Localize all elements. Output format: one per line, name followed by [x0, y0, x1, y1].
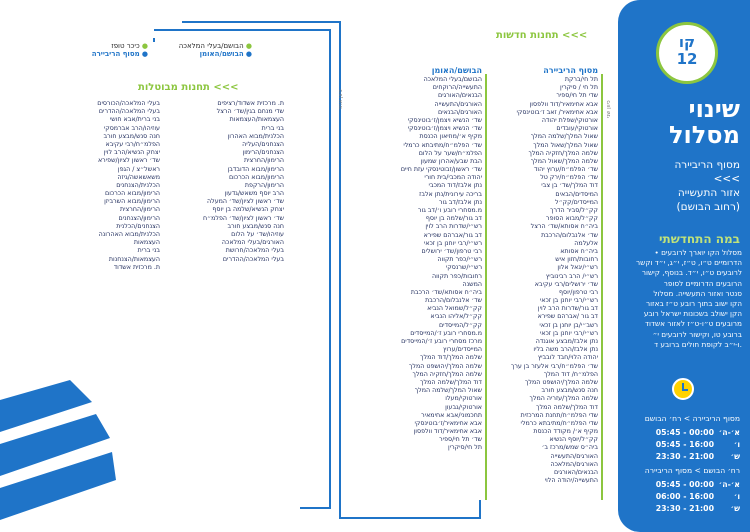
- station-item: מקיף א׳/מוזיאון הכנסת: [419, 133, 482, 141]
- route-arrow: <<<: [713, 173, 740, 185]
- legend-item-riviera-terminal: מסוף הריביירה: [91, 50, 140, 58]
- panel-title: [626, 96, 740, 148]
- whats-new-line: הדרומיים ט״ו, ט״ז, י״ג, י״ד וקשר: [636, 258, 742, 268]
- whats-new-body: [626, 248, 742, 350]
- legend-group-1: כיכר טופז ● מסוף הריביירה ●: [91, 42, 148, 58]
- schedule-2-title: רח׳ הבושם > מסוף הריביירה: [644, 466, 740, 475]
- station-item: התעשייה/הרוקחים: [432, 84, 482, 92]
- station-item: קק״ל/יוסף הנשיא: [549, 436, 598, 444]
- station-item: רש״י/שרנסקי: [445, 264, 482, 272]
- station-item: שדי הפלמ״ח/מתיבתא כרמלי: [520, 419, 598, 427]
- station-item: אבא אחימאיר/דוד וולפסון: [413, 428, 482, 436]
- whats-new-line: סנטר ואזור התעשייה. מסלול: [653, 288, 742, 298]
- schedule-days: א׳-ה׳: [718, 428, 740, 437]
- panel-title-line-2: מסלול: [669, 121, 740, 149]
- station-item: שד׳ הפלמ״ח/רבי אלעזר בן ערך: [510, 362, 598, 370]
- station-item: קק״ל/שמואל הנביא: [427, 305, 482, 313]
- station-item: הפלמ״ח/שער על הלום: [418, 149, 482, 157]
- station-item: התעשייה/יהודה הלוי: [544, 477, 598, 485]
- route-info-panel: [618, 0, 750, 532]
- cancelled-station-item: בני ברית: [137, 247, 160, 255]
- cancelled-station-item: הרימון/החרצית: [120, 206, 160, 214]
- station-item: שד׳ ראשון/זבוטינסקי עזת חיים: [400, 166, 482, 174]
- new-stations-header: תחנות חדשות <<<: [496, 30, 588, 41]
- schedule-row: [624, 428, 740, 439]
- station-item: דב גור/שלמה בן יוסף: [425, 215, 482, 223]
- station-item: המשנה: [462, 280, 482, 288]
- station-item: תחכמוני/אבא אחימאיר: [421, 411, 482, 419]
- station-item: רש״י/כפר תקווה: [437, 256, 482, 264]
- station-item: דוד המלך/שלמה המלך: [536, 403, 598, 411]
- schedule-days: ש׳: [730, 504, 740, 513]
- legend-item-topaz-square: כיכר טופז: [111, 42, 140, 50]
- route-badge-label: קו: [678, 33, 696, 51]
- schedule-days: ו׳: [733, 492, 740, 501]
- cancelled-station-item: בני ברית/אבא חושי: [109, 116, 160, 124]
- station-item: תל חי/ברקת: [564, 76, 598, 83]
- route-from: מסוף הריביירה: [674, 159, 740, 171]
- cancelled-station-item: בעלי המלאכה/חרושת: [225, 247, 284, 255]
- schedule-time: 05:45 - 00:00: [655, 480, 714, 489]
- cancelled-station-item: הצנחנים/הרימון: [242, 149, 284, 157]
- cancelled-station-item: העצמאות/העצמאות: [229, 116, 284, 124]
- station-item: רש״י/רבי יוחנן בן זכאי: [539, 297, 598, 305]
- station-item: שד׳ אלנבלום/הרכבת: [425, 297, 482, 305]
- station-item: הבת שבע/אהרון שמעון: [420, 157, 482, 165]
- station-item: אבא אחימאיר/דוד וולפסון: [529, 100, 598, 108]
- whats-new-line: הקו ישוב בתוך רובע ט״ז באזור: [645, 299, 742, 309]
- station-item: קק״ל/מבוא הסופר: [546, 215, 598, 223]
- cancelled-station-item: הכלנית/מבוא האהרונה: [98, 231, 160, 238]
- station-item: אורטוקי/גבעון: [445, 403, 482, 411]
- cancelled-station-item: הרב יוסף משאש/גדעון: [224, 190, 284, 198]
- schedule-row: [624, 440, 740, 451]
- station-item: הבושם/בעלי המלאכה: [423, 76, 482, 83]
- brand-stripes-logo: [0, 380, 120, 532]
- station-item: שאול המלך/שלמה המלך: [414, 387, 482, 395]
- cancelled-station-item: שד׳ ראשון לציון/שד׳ הפלמ״ח: [202, 214, 284, 222]
- station-item: קק״ל/אליהו הנביא: [430, 313, 482, 321]
- cancelled-station-item: הצנחנים/העליה: [242, 140, 284, 148]
- station-item: שד׳ ירושלים/רבי עקיבא: [534, 280, 598, 288]
- panel-route-summary: [626, 158, 740, 214]
- cancelled-stations-list-a: [172, 100, 284, 264]
- station-item: המיסדים/הבאים: [555, 190, 598, 198]
- schedule-days: ו׳: [733, 440, 740, 449]
- cancelled-station-item: הרימון/החרצית: [244, 157, 284, 165]
- station-item: נתן אלבז/מבצע אוגנדה: [535, 338, 598, 345]
- station-item: אורטוקי/עובדים: [556, 125, 598, 133]
- station-item: שדי הפלמ״ח/תחנת המרכזית: [520, 411, 598, 419]
- cancelled-station-item: הפלמ״ח/רבי עקיבא: [105, 140, 160, 148]
- cancelled-station-item: הרימון/הצנחנים: [118, 214, 160, 222]
- schedule-time: 23:30 - 21:00: [655, 452, 714, 461]
- cancelled-station-item: בעלי המלאכה/ההדרים: [98, 108, 160, 116]
- schedule-row: [624, 480, 740, 491]
- station-item: דב גור/אברהם שפירא: [423, 231, 482, 239]
- schedule-row: [624, 504, 740, 515]
- route-number: 12: [676, 50, 698, 68]
- route-to: אזור התעשייה: [677, 187, 740, 199]
- station-item: שד׳ הפלמ״ח/מתיבתא כרמלי: [403, 141, 482, 149]
- station-item: שלמה המלך/שאול המלך: [530, 157, 598, 165]
- cancelled-station-item: שד׳ ראשון לציון/שפירא: [97, 157, 160, 165]
- whats-new-line: הרובעים הדרומיים לסופר: [663, 278, 742, 288]
- cancelled-station-item: בעלי המלאכה/הכורסים: [97, 100, 160, 107]
- cancelled-stations-header: תחנות מבוטלות <<<: [138, 82, 239, 93]
- schedule-time: 05:45 - 16:00: [655, 440, 714, 449]
- cancelled-station-item: יצחק הנשיא/הרב לוין: [103, 149, 160, 157]
- vertical-label-a: כיוון אחד: [338, 89, 344, 110]
- cancelled-station-item: האורגים/בעלי המלאכה: [221, 239, 284, 247]
- clock-icon: [672, 378, 694, 400]
- cancelled-station-item: עוזיהו/הרב אברמסקי: [103, 124, 160, 132]
- station-item: שאול המלך/שלמה המלך: [530, 133, 598, 141]
- station-item: רחובות/כפר תקווה: [432, 272, 482, 280]
- whats-new-line: מרובעים ט״ו-ט״ז לאזור אשדוד: [645, 319, 742, 329]
- cancelled-station-item: שדי מנחם בגין/שד׳ הרצל: [216, 108, 284, 116]
- station-item: נתן אלבז/דב גור: [438, 198, 482, 206]
- whats-new-line: לרובעים ט״ו, י״ד. בנוסף, קישור: [641, 268, 742, 278]
- station-item: האורגים/התעשייה: [434, 100, 482, 108]
- station-item: שד׳ הנשיא ויצמן/ז׳בוטינסקי: [407, 116, 482, 124]
- station-item: מקיף א׳/ מקודד הכנסת: [533, 428, 598, 436]
- station-item: רש״י/שדרות הרב לוין: [425, 223, 482, 231]
- schedule-time: 05:45 - 00:00: [655, 428, 714, 437]
- station-item: אורטוקי/שפלת יהודה: [541, 116, 598, 124]
- station-item: שלמה המלך/יהושפט המלך: [409, 362, 482, 370]
- cancelled-station-item: בני ברית: [261, 124, 284, 132]
- station-item: רבי טרפון/שד׳ ירושלים: [421, 247, 482, 255]
- station-item: המייסדים/ערוץ: [442, 346, 482, 354]
- station-item: רשב״י/בן יוחנן בן זכאי: [539, 321, 598, 329]
- new-route-direction-1-list: [492, 76, 598, 485]
- cancelled-station-item: העצמאות/הצנחנות: [108, 255, 160, 263]
- station-item: אורטוקי/מעלו: [445, 395, 482, 403]
- station-item: ביה״ס שמש/מרכז ב׳: [541, 444, 598, 452]
- schedule-row: [624, 492, 740, 503]
- station-item: תל חי/סיקרין: [447, 444, 482, 452]
- whats-new-line: הקן ישולב בשכונות ישראל רובע: [643, 309, 742, 319]
- schedule-time: 06:00 - 16:00: [655, 492, 714, 501]
- station-item: יהודה הלוי/חבד לובביץ: [537, 354, 598, 362]
- station-item: אבא אחימאיר/ זאב ז׳בוטינסקי: [516, 108, 598, 116]
- whats-new-line: ו-י״ב לקופת חולים ברובע ד.: [654, 339, 742, 349]
- schedule-1-title: מסוף הריביירה > רח׳ הבושם: [644, 414, 740, 423]
- cancelled-station-item: חנה סנש/מבצע חורב: [227, 222, 284, 230]
- cancelled-station-item: הרימון/מבוא הכרכום: [229, 173, 284, 181]
- station-item: הבנאים/האורגים: [554, 469, 598, 476]
- cancelled-station-item: הכלנית/הצנחנים: [116, 181, 160, 189]
- station-item: הבנאים/האורגים: [438, 92, 482, 100]
- new-route-direction-2-list: [350, 76, 482, 453]
- station-item: דב גור /אברהם שפירא: [537, 313, 598, 321]
- vertical-label-b: כיוון שני: [606, 100, 612, 118]
- cancelled-station-item: בעלי המלאכה/ההדרים: [222, 255, 284, 263]
- station-item: הפלמ״ח/ דוד המלך: [543, 370, 598, 378]
- station-item: דב גור/שדרות הרב לוין: [537, 305, 598, 313]
- col1-header: מסוף הריביירה: [543, 66, 598, 75]
- schedule-days: א׳-ה׳: [718, 480, 740, 489]
- station-item: שלמה המלך/חזקיה המלך: [528, 149, 598, 157]
- station-item: נתן אלבז/דוד המכבי: [428, 182, 482, 190]
- cancelled-station-item: יצחק הנשיא/שלמה בן יוסף: [212, 206, 284, 214]
- cancelled-station-item: ת. מרכזית אשדוד: [113, 263, 160, 271]
- station-item: נתן אלבז/הרב משה בליו: [533, 346, 598, 354]
- station-item: שד׳ הפלמ״ח/ערוץ יהוד: [534, 166, 598, 174]
- cancelled-stations-list-b: [62, 100, 160, 272]
- cancelled-station-item: ראשל״צ / הגפן: [117, 165, 160, 173]
- legend-item-habosem-haoman: הבושם/האומן: [199, 50, 244, 58]
- cancelled-station-item: שד׳ ראשון לציון/שד׳ המעלה: [207, 198, 284, 206]
- station-item: שלמה המלך/יהושפט המלך: [525, 378, 598, 386]
- station-item: ביה״ח אסותא/שד׳ הרצל: [530, 223, 598, 231]
- station-item: האורגים/הבנאים: [438, 108, 482, 116]
- panel-title-line-1: שינוי: [688, 95, 740, 123]
- cancelled-station-item: ת. מרכזית אשדוד/רציפים: [217, 100, 284, 107]
- station-item: מרכז מסחרי רובע ז׳/המייסדים: [401, 338, 482, 345]
- cancelled-station-item: העצמאות: [133, 239, 160, 247]
- station-item: חנה סנש/מבצע חורב: [541, 387, 598, 395]
- station-item: שד׳ תל חי/ספיר: [439, 436, 482, 444]
- cancelled-station-item: הרימון/הרקפת: [244, 181, 284, 189]
- schedule-row: [624, 452, 740, 463]
- station-item: שד׳ אלנבלום/הרכבת: [541, 231, 598, 239]
- station-item: רבי טרפון/יוסף: [559, 288, 598, 296]
- cancelled-station-item: הרימון/מבוא הדובדבן: [227, 165, 284, 173]
- cancelled-station-item: הכלנית/מבוא האהרון: [227, 132, 284, 140]
- schedule-days: ש׳: [730, 452, 740, 461]
- station-item: האורגים/התעשייה: [550, 452, 598, 460]
- cancelled-station-item: עוזיהו/שד׳ על הלום: [231, 231, 284, 238]
- station-item: שד׳ הפלמ״ח/ירק טל: [540, 174, 598, 182]
- station-item: מ.מסחרי רובע ו׳/דב גור: [418, 207, 482, 214]
- station-item: שלמה המלך/עזריה המלך: [529, 395, 598, 403]
- station-item: שלמה המלך/חזקיה המלך: [412, 370, 482, 378]
- station-item: אלעלמה: [574, 239, 598, 247]
- station-item: רחובות/חזון איש: [555, 256, 598, 264]
- station-item: שלמה המלך/דוד המלך: [420, 354, 482, 362]
- station-item: האורגים/המלאכה: [550, 460, 598, 468]
- station-item: ביה״ח אסותא/שד׳ הרכבת: [410, 288, 482, 296]
- legend-group-2: הבושם/בעלי המלאכה ● הבושם/האומן ●: [178, 42, 252, 58]
- station-item: קק״ל/המייסדים: [438, 321, 482, 329]
- cancelled-station-item: משאשאשה/גיזה: [117, 173, 160, 181]
- cancelled-station-item: הצנחנים/הכלנית: [116, 222, 160, 230]
- station-item: המייסדים/קק״ל: [554, 198, 598, 206]
- col2-header: הבושם/האומן: [431, 66, 482, 75]
- whats-new-line: • מסלול הקו יוארך לרובעים: [654, 248, 742, 257]
- cancelled-station-item: חנה סנש/מבצע חורב: [103, 132, 160, 140]
- station-item: אבא אחימאיר/ז׳בוטינסקי: [414, 419, 482, 427]
- station-item: יהודה המכבי/בית חורי: [424, 174, 482, 182]
- station-item: דוד המלך/שד׳ בן צבי: [541, 182, 598, 190]
- station-item: שאול המלך/שאול המלך: [533, 141, 598, 149]
- station-item: דוד המלך/שלמה המלך: [420, 378, 482, 386]
- schedule-time: 23:30 - 21:00: [655, 504, 714, 513]
- route-number-badge: [656, 22, 718, 84]
- station-item: ביה״ח אסותא: [560, 247, 598, 255]
- station-item: קק״ל/סביר הדרך: [550, 207, 598, 214]
- route-to-street: (רחוב הבושם): [676, 201, 740, 213]
- station-item: בריכה עירונית/נתן אלבז: [419, 190, 482, 198]
- station-item: רש״י/ הרב רבינוביץ: [545, 272, 598, 280]
- station-item: שד׳ הנשיא ויצמן/ז׳בוטינסקי: [407, 125, 482, 133]
- station-item: תל חי / סיקרין: [559, 84, 598, 92]
- station-item: מ.מסחרי רובע ז׳/המייסדים: [410, 329, 482, 337]
- cancelled-station-item: הרימון/מבוא השרביזן: [104, 198, 160, 206]
- station-item: שדי תל חי/ספיר: [556, 92, 598, 100]
- station-item: רש״י/יגאל אלון: [557, 264, 598, 272]
- cancelled-station-item: הרימון/מבוא הכרכום: [105, 190, 160, 198]
- station-item: רש״י/רבי יוחנן בן זכאי: [423, 239, 482, 247]
- legend-item-habosem-craftsmen: הבושם/בעלי המלאכה: [178, 42, 244, 50]
- station-item: רש״י/רבי יוחנן בן זכאי: [539, 329, 598, 337]
- whats-new-title: במה התחדשתי: [659, 232, 740, 246]
- whats-new-line: ברובע טו, וקישור לרובעים י״: [652, 329, 742, 339]
